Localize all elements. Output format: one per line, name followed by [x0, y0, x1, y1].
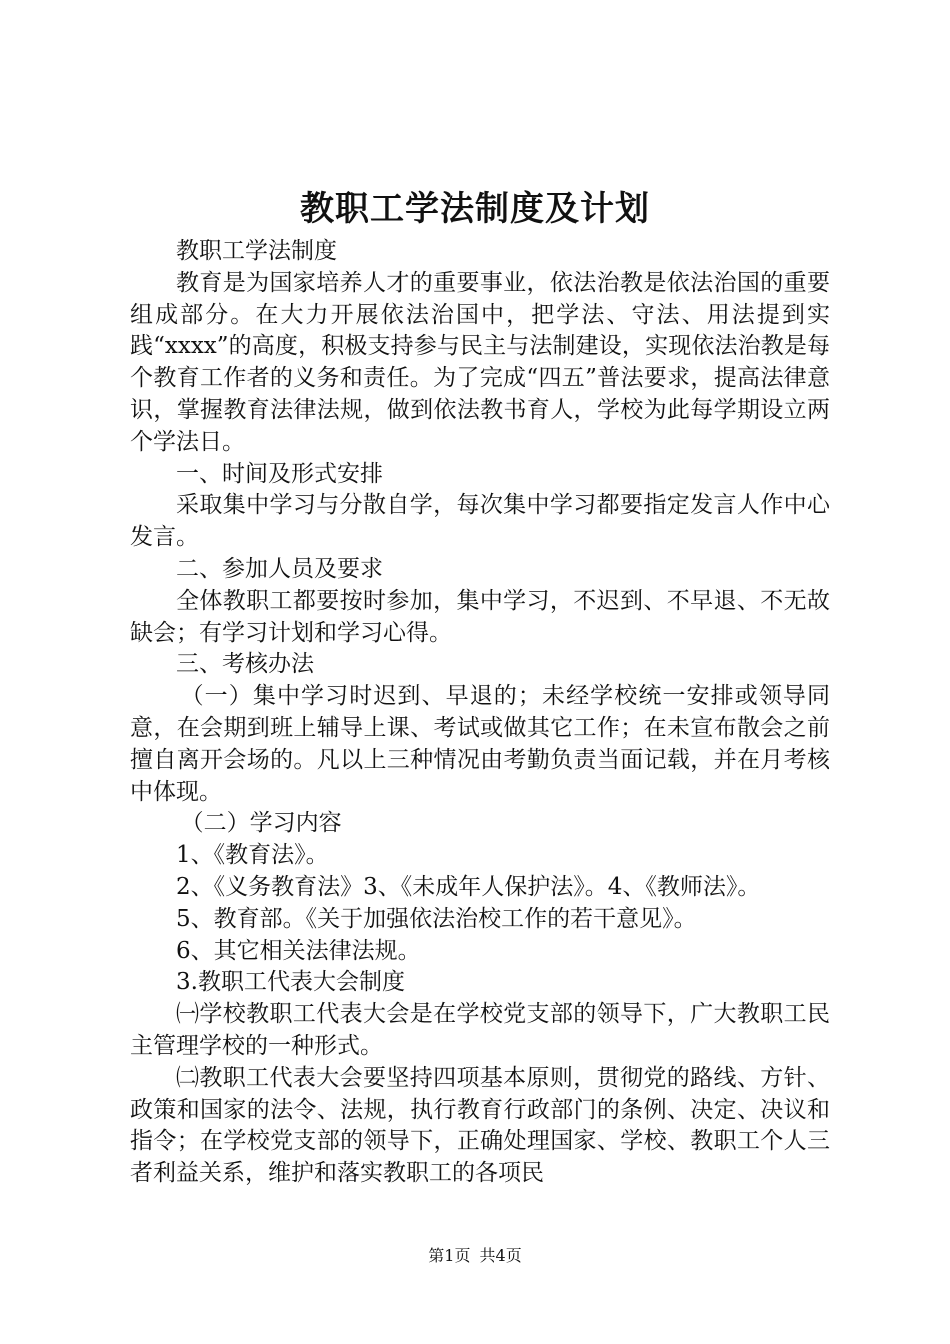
page-footer — [0, 1244, 950, 1268]
section-heading-assessment: 三、考核办法 — [176, 651, 314, 678]
paragraph-staff-congress-1: ㈠学校教职工代表大会是在学校党支部的领导下，广大教职工民主管理学校的一种形式。 — [130, 1001, 830, 1059]
section-heading-time-format: 一、时间及形式安排 — [176, 460, 383, 487]
paragraph-staff-congress-2: ㈡教职工代表大会要坚持四项基本原则，贯彻党的路线、方针、政策和国家的法令、法规，执行教育行政部门的条例、决定、决议和指令；在学校党支部的领导下，正确处理国家、学校、教职工个人三者利益关系，维护和落实教职工的各项民 — [130, 1064, 830, 1187]
document-title: 教职工学法制度及计划 — [300, 189, 650, 229]
list-item-other-laws: 6、其它相关法律法规。 — [176, 937, 421, 964]
paragraph-assessment-1: （一）集中学习时迟到、早退的；未经学校统一安排或领导同意，在会期到班上辅导上课、考试或做其它工作；在未宣布散会之前擅自离开会场的。凡以上三种情况由考勤负责当面记载，并在月考核中体现。 — [130, 683, 830, 805]
section-heading-participants: 二、参加人员及要求 — [176, 555, 383, 582]
paragraph-participants: 全体教职工都要按时参加，集中学习，不迟到、不早退、不无故缺会；有学习计划和学习心得。 — [130, 587, 830, 646]
list-item-ministry-opinion: 5、教育部。《关于加强依法治校工作的若干意见》。 — [176, 905, 697, 932]
section-heading-staff-congress: 3.教职工代表大会制度 — [176, 969, 405, 996]
paragraph-heading-system: 教职工学法制度 — [176, 238, 337, 264]
paragraph-assessment-2: （二）学习内容 — [180, 810, 342, 837]
list-item-education-law: 1、《教育法》。 — [176, 842, 329, 869]
list-item-laws: 2、《义务教育法》3、《未成年人保护法》。4、《教师法》。 — [176, 873, 761, 900]
paragraph-intro: 教育是为国家培养人才的重要事业，依法治教是依法治国的重要组成部分。在大力开展依法治国中，把学法、守法、用法提到实践“xxxx”的高度，积极支持参与民主与法制建设，实现依法治教是每个教育工作者的义务和责任。为了完成“四五”普法要求，提高法律意识，掌握教育法律法规，做到依法教书育人，学校为此每学期设立两个学法日。 — [130, 269, 830, 455]
page-number: 第1页 — [428, 1246, 471, 1265]
paragraph-time-format: 采取集中学习与分散自学，每次集中学习都要指定发言人作中心发言。 — [130, 492, 830, 551]
document-body — [130, 236, 830, 1190]
page-total: 共4页 — [479, 1246, 522, 1265]
